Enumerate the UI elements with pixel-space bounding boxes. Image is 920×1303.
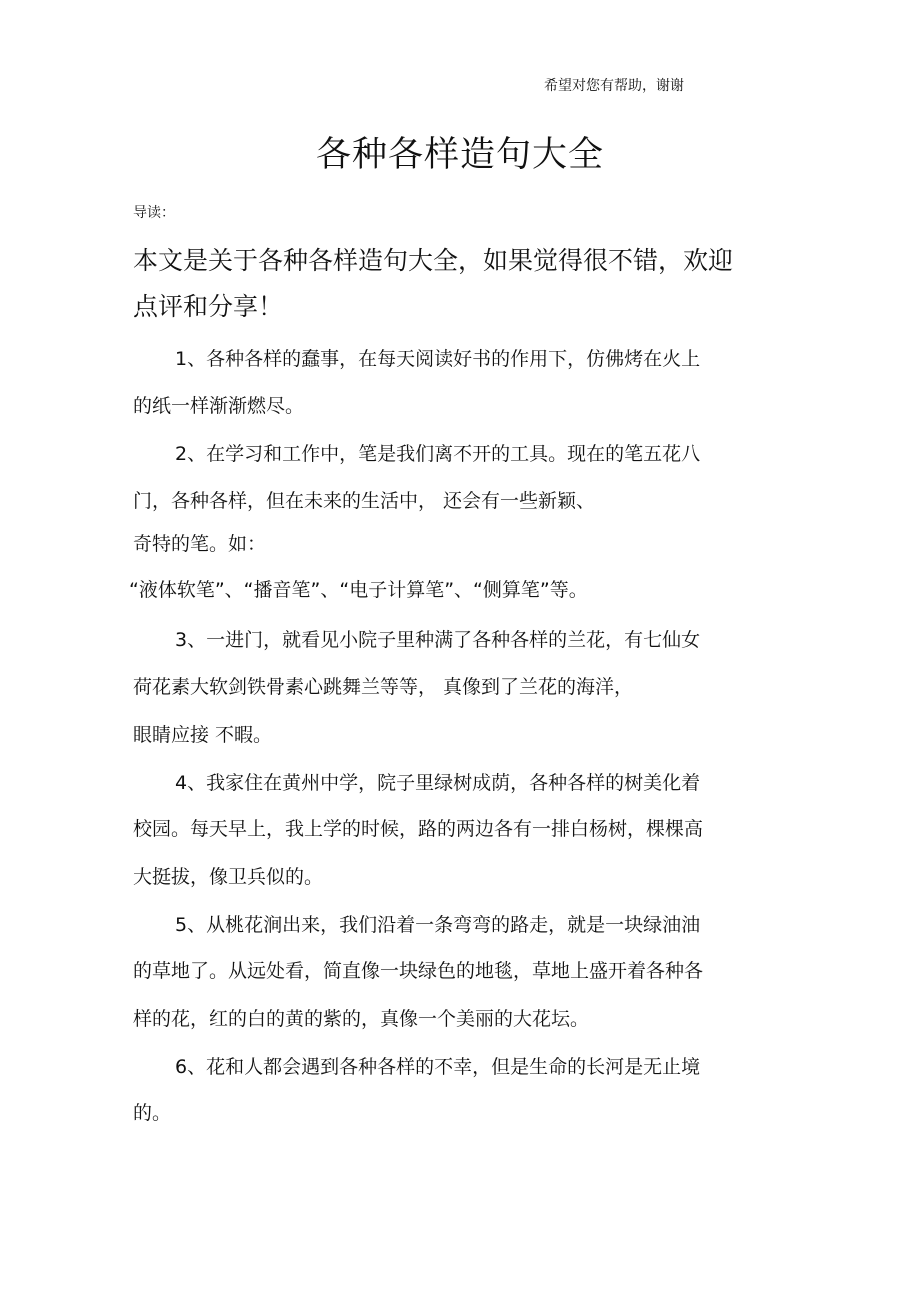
- sentence-line: 2、在学习和工作中，笔是我们离不开的工具。现在的笔五花八: [175, 443, 701, 465]
- sentence-line: 6、花和人都会遇到各种各样的不幸，但是生命的长河是无止境: [175, 1056, 701, 1078]
- sentence-item: [133, 902, 793, 1044]
- sentence-item: [133, 336, 793, 430]
- lead-label: 导读：: [133, 205, 175, 221]
- intro-line: 本文是关于各种各样造句大全，如果觉得很不错，欢迎: [133, 246, 734, 275]
- sentence-line: 的草地了。从远处看，简直像一块绿色的地毯，草地上盛开着各种各: [133, 960, 704, 982]
- sentence-line: 荷花素大软剑铁骨素心跳舞兰等等， 真像到了兰花的海洋，: [133, 676, 634, 698]
- sentence-line: 1、各种各样的蠢事，在每天阅读好书的作用下，仿佛烤在火上: [175, 348, 701, 370]
- sentence-line: 门，各种各样，但在未来的生活中， 还会有一些新颖、: [133, 490, 596, 512]
- sentence-list: [129, 336, 793, 1136]
- sentence-line: 5、从桃花涧出来，我们沿着一条弯弯的路走，就是一块绿油油: [175, 914, 701, 936]
- sentence-item: [133, 1044, 793, 1136]
- sentence-item: [133, 616, 793, 760]
- sentence-line: 眼睛应接 不暇。: [133, 724, 273, 746]
- sentence-line: 的。: [133, 1102, 172, 1124]
- sentence-line: 校园。每天早上，我上学的时候，路的两边各有一排白杨树，棵棵高: [133, 818, 704, 840]
- intro-line: 点评和分享！: [133, 292, 284, 321]
- sentence-line: 样的花，红的白的黄的紫的，真像一个美丽的大花坛。: [133, 1008, 590, 1030]
- sentence-line: 的纸一样渐渐燃尽。: [133, 395, 305, 417]
- sentence-line: 奇特的笔。如：: [133, 533, 267, 555]
- sentence-line: 4、我家住在黄州中学，院子里绿树成荫，各种各样的树美化着: [175, 772, 701, 794]
- sentence-line: 3、一进门，就看见小院子里种满了各种各样的兰花，有七仙女: [175, 629, 701, 651]
- sentence-line: 大挺拔，像卫兵似的。: [133, 866, 324, 888]
- header-note: 希望对您有帮助，谢谢: [544, 78, 684, 94]
- sentence-line: “液体软笔”、“播音笔”、“电子计算笔”、“侧算笔”等。: [129, 579, 588, 601]
- sentence-item: [129, 430, 793, 616]
- sentence-item: [133, 760, 793, 902]
- page-title: 各种各样造句大全: [315, 135, 604, 175]
- intro-paragraph: [133, 238, 793, 330]
